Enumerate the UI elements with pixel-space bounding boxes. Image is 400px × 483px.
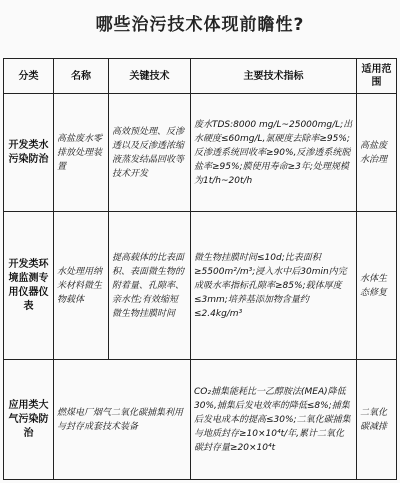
table-row — [4, 212, 397, 360]
row-name: 水处理用纳米材料微生物载体 — [54, 212, 109, 360]
header-scope: 适用范围 — [357, 59, 397, 94]
header-name: 名称 — [54, 59, 109, 94]
row-scope: 二氧化碳减排 — [357, 360, 397, 480]
row-key-tech: 高效预处理、反渗透以及反渗透浓缩液蒸发结晶回收等技术开发 — [109, 94, 191, 212]
row-scope: 水体生态修复 — [357, 212, 397, 360]
technology-table — [3, 58, 397, 480]
row-indicators: CO₂捕集能耗比一乙醇胺法(MEA)降低30%,捕集后发电效率的降低≤8%;捕集后发电成本的提高≤30%;二氧化碳捕集与地质封存≥10×10⁴t/年,累计二氧化碳封存量≥20×10⁴t — [191, 360, 357, 480]
table-row — [4, 360, 397, 480]
header-indicators: 主要技术指标 — [191, 59, 357, 94]
row-name: 高盐废水零排放处理装置 — [54, 94, 109, 212]
header-category: 分类 — [4, 59, 54, 94]
page-title: 哪些治污技术体现前瞻性? — [95, 15, 305, 35]
row-key-tech: 提高载体的比表面积、表面微生物的附着量、孔隙率、亲水性;有效缩短微生物挂膜时间 — [109, 212, 191, 360]
row-category: 应用类大气污染防治 — [4, 360, 54, 480]
header-key-tech: 关键技术 — [109, 59, 191, 94]
row-indicators: 废水TDS:8000 mg/L~25000mg/L;出水硬度≤60mg/L,氯硬度去除率≥95%;反渗透系统回收率≥90%,反渗透系统脱盐率≥95%;膜使用寿命≥3年;处理规模为1t/h~20t/h — [191, 94, 357, 212]
row-indicators: 微生物挂膜时间≤10d;比表面积≥5500m²/m³;浸入水中后30min内完成吸水率指标孔隙率≥85%;载体厚度≤3mm;培养基添加物含量约≤2.4kg/m³ — [191, 212, 357, 360]
table-row — [4, 94, 397, 212]
row-scope: 高盐废水治理 — [357, 94, 397, 212]
row-category: 开发类环境监测专用仪器仪表 — [4, 212, 54, 360]
row-name: 燃煤电厂烟气二氧化碳捕集利用与封存成套技术装备 — [54, 360, 191, 480]
table-header-row — [4, 59, 397, 94]
row-category: 开发类水污染防治 — [4, 94, 54, 212]
